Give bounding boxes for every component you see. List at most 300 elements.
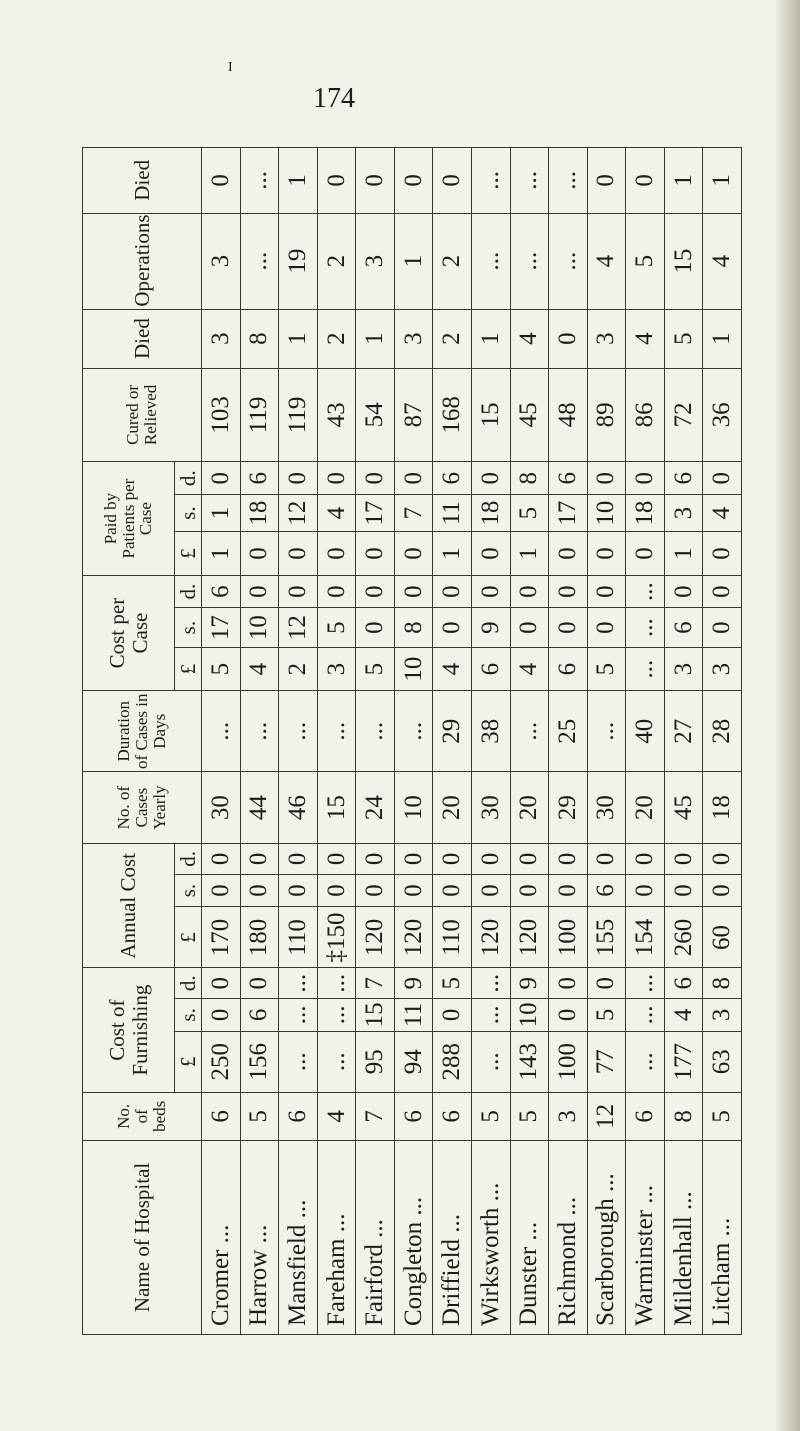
cases-cell: 20 (433, 772, 472, 844)
annual-pence: 0 (703, 844, 742, 875)
cost-per-case-pence: 0 (587, 575, 626, 608)
page-marker: I (228, 60, 233, 75)
sub-pence: d. (175, 462, 202, 495)
table-row (664, 148, 703, 1335)
cases-cell: 30 (587, 772, 626, 844)
annual-pounds: 120 (356, 907, 395, 968)
table-row (549, 148, 588, 1335)
cases-cell: 20 (510, 772, 549, 844)
annual-shillings: 0 (664, 874, 703, 907)
beds-cell: 6 (202, 1092, 241, 1140)
paid-shillings: 3 (664, 495, 703, 532)
col-header-beds: No. of beds (83, 1092, 202, 1140)
cured-cell: 36 (703, 368, 742, 462)
hospital-name: Warminster ... (626, 1140, 665, 1334)
paid-shillings: 11 (433, 495, 472, 532)
cost-per-case-pounds: 5 (202, 647, 241, 691)
beds-cell: 8 (664, 1092, 703, 1140)
annual-pence: 0 (587, 844, 626, 875)
duration-cell: ... (510, 691, 549, 772)
table-row (626, 148, 665, 1335)
died-ops-cell: ... (549, 148, 588, 214)
died-ops-cell: 0 (587, 148, 626, 214)
annual-shillings: 0 (471, 874, 510, 907)
furnishing-shillings: 0 (202, 999, 241, 1032)
died-ops-cell: 0 (626, 148, 665, 214)
annual-pounds: ‡150 (317, 907, 356, 968)
cost-per-case-shillings: 0 (510, 608, 549, 647)
cost-per-case-shillings: ... (626, 608, 665, 647)
table-row (317, 148, 356, 1335)
beds-cell: 12 (587, 1092, 626, 1140)
annual-shillings: 0 (202, 874, 241, 907)
operations-cell: 1 (394, 213, 433, 309)
cured-cell: 168 (433, 368, 472, 462)
beds-cell: 3 (549, 1092, 588, 1140)
cost-per-case-pence: 6 (202, 575, 241, 608)
annual-pounds: 170 (202, 907, 241, 968)
furnishing-shillings: 10 (510, 999, 549, 1032)
cases-cell: 15 (317, 772, 356, 844)
furnishing-shillings: 0 (433, 999, 472, 1032)
annual-pounds: 120 (510, 907, 549, 968)
cost-per-case-shillings: 0 (587, 608, 626, 647)
operations-cell: ... (549, 213, 588, 309)
furnishing-pence: 0 (240, 968, 279, 999)
beds-cell: 6 (433, 1092, 472, 1140)
furnishing-pence: ... (317, 968, 356, 999)
furnishing-shillings: 6 (240, 999, 279, 1032)
died-cell: 4 (510, 309, 549, 368)
operations-cell: ... (240, 213, 279, 309)
operations-cell: 19 (279, 213, 318, 309)
duration-cell: ... (394, 691, 433, 772)
furnishing-shillings: 4 (664, 999, 703, 1032)
furnishing-pounds: 177 (664, 1031, 703, 1092)
table-row (703, 148, 742, 1335)
furnishing-shillings: ... (317, 999, 356, 1032)
cost-per-case-pence: ... (626, 575, 665, 608)
cured-cell: 45 (510, 368, 549, 462)
paid-pence: 0 (587, 462, 626, 495)
hospital-name: Litcham ... (703, 1140, 742, 1334)
cost-per-case-pence: 0 (356, 575, 395, 608)
furnishing-pence: ... (471, 968, 510, 999)
sub-pence: d. (175, 844, 202, 875)
annual-pence: 0 (394, 844, 433, 875)
paid-pounds: 0 (279, 532, 318, 576)
hospital-name: Congleton ... (394, 1140, 433, 1334)
annual-pence: 0 (664, 844, 703, 875)
died-cell: 5 (664, 309, 703, 368)
furnishing-pounds: 94 (394, 1031, 433, 1092)
paid-pounds: 1 (433, 532, 472, 576)
hospital-name: Mildenhall ... (664, 1140, 703, 1334)
annual-pounds: 154 (626, 907, 665, 968)
paid-shillings: 12 (279, 495, 318, 532)
furnishing-pence: 7 (356, 968, 395, 999)
cost-per-case-pence: 0 (433, 575, 472, 608)
paid-pence: 6 (664, 462, 703, 495)
annual-shillings: 0 (317, 874, 356, 907)
cost-per-case-pounds: 4 (510, 647, 549, 691)
paid-pounds: 1 (664, 532, 703, 576)
cured-cell: 86 (626, 368, 665, 462)
paid-pounds: 0 (394, 532, 433, 576)
operations-cell: 2 (317, 213, 356, 309)
sub-shillings: s. (175, 999, 202, 1032)
duration-cell: 28 (703, 691, 742, 772)
died-ops-cell: ... (471, 148, 510, 214)
sub-pounds: £ (175, 647, 202, 691)
cost-per-case-pounds: 2 (279, 647, 318, 691)
cured-cell: 89 (587, 368, 626, 462)
paid-shillings: 4 (703, 495, 742, 532)
duration-cell: 27 (664, 691, 703, 772)
paid-pounds: 1 (510, 532, 549, 576)
annual-shillings: 0 (510, 874, 549, 907)
furnishing-pounds: 63 (703, 1031, 742, 1092)
cost-per-case-pounds: 4 (433, 647, 472, 691)
furnishing-shillings: ... (626, 999, 665, 1032)
cured-cell: 48 (549, 368, 588, 462)
cost-per-case-pounds: 6 (471, 647, 510, 691)
sub-pounds: £ (175, 907, 202, 968)
beds-cell: 6 (279, 1092, 318, 1140)
page-edge (776, 0, 800, 1431)
duration-cell: ... (240, 691, 279, 772)
annual-shillings: 0 (356, 874, 395, 907)
duration-cell: 25 (549, 691, 588, 772)
paid-shillings: 17 (549, 495, 588, 532)
cured-cell: 54 (356, 368, 395, 462)
annual-pence: 0 (279, 844, 318, 875)
cases-cell: 46 (279, 772, 318, 844)
annual-pence: 0 (549, 844, 588, 875)
table-row (471, 148, 510, 1335)
cured-cell: 43 (317, 368, 356, 462)
annual-pounds: 60 (703, 907, 742, 968)
operations-cell: ... (471, 213, 510, 309)
annual-pence: 0 (202, 844, 241, 875)
hospital-name: Cromer ... (202, 1140, 241, 1334)
table-row (587, 148, 626, 1335)
cost-per-case-shillings: 5 (317, 608, 356, 647)
furnishing-pence: 0 (202, 968, 241, 999)
col-header-died: Died (83, 309, 202, 368)
paid-shillings: 18 (626, 495, 665, 532)
paid-pounds: 0 (471, 532, 510, 576)
col-header-duration: Duration of Cases in Days (83, 691, 202, 772)
duration-cell: 38 (471, 691, 510, 772)
beds-cell: 6 (626, 1092, 665, 1140)
furnishing-pence: 6 (664, 968, 703, 999)
furnishing-pounds: 156 (240, 1031, 279, 1092)
paid-pence: 6 (433, 462, 472, 495)
furnishing-shillings: 5 (587, 999, 626, 1032)
paid-shillings: 4 (317, 495, 356, 532)
paid-shillings: 18 (240, 495, 279, 532)
sub-pounds: £ (175, 1031, 202, 1092)
sub-shillings: s. (175, 608, 202, 647)
cases-cell: 30 (202, 772, 241, 844)
duration-cell: ... (317, 691, 356, 772)
paid-pounds: 0 (240, 532, 279, 576)
furnishing-shillings: ... (279, 999, 318, 1032)
operations-cell: 15 (664, 213, 703, 309)
paid-shillings: 5 (510, 495, 549, 532)
paid-pounds: 0 (703, 532, 742, 576)
paid-pence: 0 (703, 462, 742, 495)
paid-pence: 0 (626, 462, 665, 495)
hospital-name: Harrow ... (240, 1140, 279, 1334)
table-row (510, 148, 549, 1335)
cost-per-case-shillings: 17 (202, 608, 241, 647)
paid-pounds: 0 (356, 532, 395, 576)
page-number: 174 (313, 83, 355, 114)
paid-pounds: 0 (626, 532, 665, 576)
cases-cell: 24 (356, 772, 395, 844)
table-row (394, 148, 433, 1335)
cost-per-case-shillings: 10 (240, 608, 279, 647)
annual-shillings: 0 (279, 874, 318, 907)
duration-cell: 29 (433, 691, 472, 772)
died-cell: 3 (587, 309, 626, 368)
hospital-name: Wirksworth ... (471, 1140, 510, 1334)
operations-cell: 3 (356, 213, 395, 309)
cost-per-case-pounds: 5 (356, 647, 395, 691)
furnishing-pence: 0 (587, 968, 626, 999)
furnishing-pence: 9 (394, 968, 433, 999)
duration-cell: ... (587, 691, 626, 772)
cases-cell: 29 (549, 772, 588, 844)
annual-shillings: 0 (394, 874, 433, 907)
paid-pounds: 0 (549, 532, 588, 576)
paid-shillings: 18 (471, 495, 510, 532)
furnishing-pence: ... (279, 968, 318, 999)
furnishing-pence: 0 (549, 968, 588, 999)
table-row (202, 148, 241, 1335)
annual-pounds: 110 (279, 907, 318, 968)
cost-per-case-pence: 0 (664, 575, 703, 608)
table-row (356, 148, 395, 1335)
paid-pounds: 0 (587, 532, 626, 576)
cost-per-case-pence: 0 (510, 575, 549, 608)
paid-pence: 0 (394, 462, 433, 495)
furnishing-pounds: 250 (202, 1031, 241, 1092)
sub-shillings: s. (175, 495, 202, 532)
annual-pence: 0 (433, 844, 472, 875)
furnishing-pence: 8 (703, 968, 742, 999)
beds-cell: 6 (394, 1092, 433, 1140)
furnishing-shillings: 3 (703, 999, 742, 1032)
paid-pence: 8 (510, 462, 549, 495)
operations-cell: 4 (703, 213, 742, 309)
died-cell: 4 (626, 309, 665, 368)
died-cell: 0 (549, 309, 588, 368)
annual-shillings: 0 (549, 874, 588, 907)
annual-pounds: 155 (587, 907, 626, 968)
operations-cell: 3 (202, 213, 241, 309)
col-header-hospital: Name of Hospital (83, 1140, 202, 1334)
cost-per-case-pounds: 4 (240, 647, 279, 691)
furnishing-pounds: 288 (433, 1031, 472, 1092)
furnishing-shillings: ... (471, 999, 510, 1032)
furnishing-pounds: 100 (549, 1031, 588, 1092)
died-ops-cell: 0 (356, 148, 395, 214)
died-cell: 8 (240, 309, 279, 368)
died-ops-cell: ... (240, 148, 279, 214)
cost-per-case-pounds: 5 (587, 647, 626, 691)
furnishing-pounds: 77 (587, 1031, 626, 1092)
cases-cell: 30 (471, 772, 510, 844)
cases-cell: 45 (664, 772, 703, 844)
died-cell: 1 (356, 309, 395, 368)
beds-cell: 5 (240, 1092, 279, 1140)
cases-cell: 44 (240, 772, 279, 844)
annual-pounds: 110 (433, 907, 472, 968)
duration-cell: ... (202, 691, 241, 772)
furnishing-pence: 5 (433, 968, 472, 999)
paid-pounds: 0 (317, 532, 356, 576)
cost-per-case-pounds: 3 (664, 647, 703, 691)
annual-pounds: 180 (240, 907, 279, 968)
beds-cell: 5 (471, 1092, 510, 1140)
cases-cell: 20 (626, 772, 665, 844)
annual-pence: 0 (510, 844, 549, 875)
table-row (433, 148, 472, 1335)
died-ops-cell: 1 (279, 148, 318, 214)
died-ops-cell: 1 (703, 148, 742, 214)
furnishing-shillings: 15 (356, 999, 395, 1032)
cost-per-case-shillings: 9 (471, 608, 510, 647)
died-cell: 3 (202, 309, 241, 368)
beds-cell: 5 (510, 1092, 549, 1140)
cost-per-case-pence: 0 (317, 575, 356, 608)
cost-per-case-shillings: 0 (703, 608, 742, 647)
sub-pence: d. (175, 968, 202, 999)
col-header-cases-yearly: No. of Cases Yearly (83, 772, 202, 844)
annual-shillings: 0 (240, 874, 279, 907)
cost-per-case-pounds: ... (626, 647, 665, 691)
beds-cell: 5 (703, 1092, 742, 1140)
annual-shillings: 0 (433, 874, 472, 907)
table-body (202, 148, 742, 1335)
annual-pence: 0 (317, 844, 356, 875)
col-header-annual-cost: Annual Cost (83, 844, 175, 968)
cost-per-case-shillings: 8 (394, 608, 433, 647)
annual-pounds: 260 (664, 907, 703, 968)
died-cell: 1 (471, 309, 510, 368)
cost-per-case-shillings: 12 (279, 608, 318, 647)
died-ops-cell: 0 (317, 148, 356, 214)
cost-per-case-pence: 0 (549, 575, 588, 608)
annual-pounds: 100 (549, 907, 588, 968)
hospital-statistics-table (82, 147, 742, 1335)
furnishing-shillings: 11 (394, 999, 433, 1032)
paid-pence: 0 (471, 462, 510, 495)
col-header-paid-by-patients: Paid by Patients per Case (83, 462, 175, 575)
duration-cell: ... (279, 691, 318, 772)
rotated-table-frame (82, 147, 742, 1335)
cost-per-case-pence: 0 (240, 575, 279, 608)
operations-cell: 2 (433, 213, 472, 309)
beds-cell: 7 (356, 1092, 395, 1140)
paid-shillings: 10 (587, 495, 626, 532)
beds-cell: 4 (317, 1092, 356, 1140)
annual-pence: 0 (240, 844, 279, 875)
paid-shillings: 17 (356, 495, 395, 532)
died-ops-cell: ... (510, 148, 549, 214)
died-cell: 3 (394, 309, 433, 368)
hospital-name: Mansfield ... (279, 1140, 318, 1334)
operations-cell: 4 (587, 213, 626, 309)
annual-shillings: 6 (587, 874, 626, 907)
table-row (279, 148, 318, 1335)
col-header-furnishing: Cost of Furnishing (83, 968, 175, 1092)
furnishing-pounds: ... (317, 1031, 356, 1092)
col-header-operations: Operations (83, 213, 202, 309)
sub-shillings: s. (175, 874, 202, 907)
furnishing-pounds: ... (279, 1031, 318, 1092)
furnishing-shillings: 0 (549, 999, 588, 1032)
paid-pence: 0 (202, 462, 241, 495)
cost-per-case-pence: 0 (471, 575, 510, 608)
paid-pence: 0 (279, 462, 318, 495)
cost-per-case-pounds: 10 (394, 647, 433, 691)
died-cell: 2 (433, 309, 472, 368)
died-cell: 1 (703, 309, 742, 368)
annual-pounds: 120 (471, 907, 510, 968)
died-ops-cell: 1 (664, 148, 703, 214)
sub-pence: d. (175, 575, 202, 608)
cured-cell: 119 (279, 368, 318, 462)
cured-cell: 87 (394, 368, 433, 462)
furnishing-pounds: 143 (510, 1031, 549, 1092)
paid-pence: 0 (356, 462, 395, 495)
operations-cell: ... (510, 213, 549, 309)
cost-per-case-shillings: 0 (433, 608, 472, 647)
paid-pence: 0 (317, 462, 356, 495)
cost-per-case-pence: 0 (703, 575, 742, 608)
col-header-cured: Cured or Relieved (83, 368, 202, 462)
cost-per-case-shillings: 0 (356, 608, 395, 647)
died-cell: 2 (317, 309, 356, 368)
paid-shillings: 7 (394, 495, 433, 532)
duration-cell: 40 (626, 691, 665, 772)
cost-per-case-pounds: 3 (703, 647, 742, 691)
annual-shillings: 0 (626, 874, 665, 907)
cured-cell: 119 (240, 368, 279, 462)
cured-cell: 72 (664, 368, 703, 462)
paid-pence: 6 (549, 462, 588, 495)
col-header-died-ops: Died (83, 148, 202, 214)
sub-pounds: £ (175, 532, 202, 576)
duration-cell: ... (356, 691, 395, 772)
cost-per-case-shillings: 6 (664, 608, 703, 647)
cost-per-case-pounds: 3 (317, 647, 356, 691)
died-cell: 1 (279, 309, 318, 368)
annual-pence: 0 (471, 844, 510, 875)
furnishing-pounds: 95 (356, 1031, 395, 1092)
operations-cell: 5 (626, 213, 665, 309)
furnishing-pence: ... (626, 968, 665, 999)
hospital-name: Fairford ... (356, 1140, 395, 1334)
annual-pence: 0 (356, 844, 395, 875)
died-ops-cell: 0 (433, 148, 472, 214)
col-header-cost-per-case: Cost per Case (83, 575, 175, 691)
cured-cell: 103 (202, 368, 241, 462)
